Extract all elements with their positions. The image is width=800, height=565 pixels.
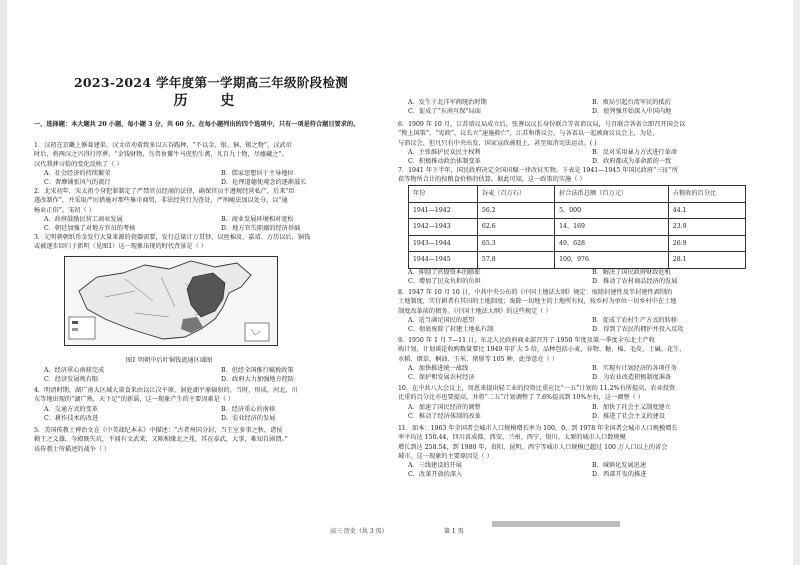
question-stem-line: 汉代我葬习俗的变化反映了（ ）	[34, 160, 123, 168]
question-stem-line: 10．在中共八大会议上，周恩来提出轻工业的投资比重应比“一五”计划的 11.2%有所提高，农业投资	[398, 385, 676, 392]
answer-option[interactable]: A．交通方式的变革	[44, 405, 98, 413]
question-7-options	[398, 268, 766, 287]
answer-option[interactable]: C．彻底废除了封建土地私有制	[408, 326, 494, 334]
question-stem-line: 5．美国传教士裨治文在《中美战纪本末》中描述：“古者州国分封，当王室多事之秋，诸侯	[34, 427, 283, 434]
question-stem-line: 时后，将两汉之兴得行厚葬，“金钱财物，鸟兽鱼鳖牛马虎豹生禽，凡百九十物，尽瘗藏之”。	[34, 151, 288, 159]
answer-option[interactable]: C．经济发展规有限	[44, 376, 99, 384]
question-2	[34, 187, 388, 233]
option-row	[34, 169, 388, 178]
answer-option[interactable]: A．社会经济的持续繁荣	[44, 169, 111, 177]
option-row	[398, 277, 766, 286]
table-row	[409, 202, 746, 219]
answer-option[interactable]: A．主张维护民众民主权利	[408, 148, 481, 156]
question-stem-line: 勤王之义雄，今殿既失坑，不闻有文武来，又陈相缘北之兆，其在泰武，大事，难知自剧谓。”	[34, 436, 288, 444]
question-stem-line: 购计划，计划谈论收购数量要比 1949 年扩大 5 倍，品种包括小麦、谷物、糖、棉、毛皮、土碱、花生、	[398, 346, 686, 354]
table-cell: 1943—1944	[409, 235, 478, 252]
answer-option[interactable]: D．伦理道德使观念的逐渐滋长	[221, 179, 307, 187]
question-stem-line: 与谘议会，但凡只有中央出发，国家宣政被驳上，甚至取消宪法运动。( )	[398, 139, 597, 147]
question-5	[34, 426, 388, 454]
answer-option[interactable]: B．商业发展环境相对宽松	[221, 215, 294, 223]
table-cell: 56.2	[477, 202, 554, 219]
question-stem-line: 或被逐步回归于新明（见图1）这一现象出现的时代背景是（ ）	[34, 243, 207, 251]
answer-option[interactable]: A．加快推进统一战线	[408, 364, 469, 372]
answer-option[interactable]: A．抑制了官僚资本的膨胀	[408, 269, 481, 276]
answer-option[interactable]: B．城镇化发展迅速	[592, 462, 647, 470]
option-row	[398, 316, 766, 325]
answer-option[interactable]: D．推进了社会主义的建设	[592, 412, 666, 420]
table-header-cell: 占粮收的百分比	[668, 186, 745, 203]
answer-option[interactable]: D．地方官失职腐的经济基础	[221, 225, 301, 233]
answer-option[interactable]: B．加快了社会主义制度建立	[592, 403, 671, 411]
option-row	[398, 461, 766, 470]
answer-option[interactable]: C．保护和发展农村经济	[408, 374, 475, 382]
question-stem-line: 制度改革前的债务。《中国土地法大纲》的这些规定（ ）	[398, 307, 552, 315]
table-cell: 14，169	[555, 219, 669, 236]
table-header-cell: 年份	[409, 186, 478, 203]
question-stem-line: 土地制度，实行耕者有其田的土地制度；废除一切地主的土地所有权，按乡村为单位一切乡村中在土地	[398, 298, 677, 306]
answer-option[interactable]: B．但经全国推行赋税政策	[221, 367, 294, 374]
scan-redaction-bar	[492, 521, 620, 527]
answer-option[interactable]: C．促成了“东南互保”局面	[408, 108, 481, 116]
question-stem-line: 比重的百分比亦也要提高，并将“二五”计划调整了 7.6%提高到 10%左右，这一调整（ ）	[398, 394, 644, 402]
answer-option[interactable]: D．政府大力加强地方控防	[221, 376, 295, 384]
question-stem-line: 畅业正俗”。宋初（ ）	[34, 206, 95, 214]
answer-option[interactable]: B．解决了国民政府财政危机	[592, 269, 671, 276]
answer-option[interactable]: B．败局引起台湾军民的抵抗	[592, 99, 671, 106]
answer-option[interactable]: D．得到了农民的拥护并投入反攻	[592, 326, 684, 334]
question-stem-line: 增长到达 258.54，到 1980 年，贵阳、昆明、西宁等城市人口规模已超过 100 万人口以上的省会	[398, 443, 668, 451]
option-row	[398, 364, 766, 373]
question-stem-line: 11．如本：1963 年全国者会城市人口规模增长率为 100，0，到 1978 年全国者会城市人口规模增长	[398, 425, 678, 432]
question-stem-line: 6．1909 年 10 月，江苏谘议局成立后，张謇以议长身份联合等省谘议局，号召联合各省立即召开国会以	[398, 121, 686, 128]
question-3	[34, 233, 388, 252]
answer-option[interactable]: B．促成了农村生产方式的转移	[592, 316, 677, 324]
table-cell: 26.9	[668, 235, 745, 252]
option-row	[398, 148, 766, 157]
option-row	[34, 405, 388, 414]
table-row	[409, 252, 746, 269]
exam-title: 2023-2024 学年度第一学期高三年级阶段检测	[73, 75, 349, 90]
answer-option[interactable]: C．耕作技术的改进	[44, 414, 99, 422]
answer-option[interactable]: B．反对采用暴力方式进行革命	[592, 148, 677, 156]
question-stem-line: 遂改制作”，并采取严厉措施对那些集市商贸，非法经营行为查处，严刑峻法加以处分，以“通	[34, 197, 288, 205]
answer-option[interactable]: A．政府鼓励民营工商业发展	[44, 215, 123, 223]
table-cell: 1941—1942	[409, 202, 478, 219]
table-cell: 1942—1943	[409, 219, 478, 236]
table-row	[409, 219, 746, 236]
question-stem-line: 4．明清时期，湖广南大区域大量食来由以江汉平原、洞庭湖平原辐射的，当时，形成，河北、川	[34, 387, 298, 394]
table-cell: 28.1	[668, 252, 745, 269]
answer-option[interactable]: D．农业经济的发展	[221, 414, 276, 422]
question-5-options	[398, 98, 766, 117]
answer-option[interactable]: C．增加了民众负担的负担	[408, 278, 481, 286]
option-row	[398, 107, 766, 116]
option-row	[34, 375, 388, 384]
table-cell: 1944—1945	[409, 252, 478, 269]
answer-option[interactable]: C．积极推动政治体制变革	[408, 158, 481, 166]
figure-1-map	[64, 256, 278, 346]
answer-option[interactable]: D．推动了农村商品经济的发展	[592, 278, 678, 286]
option-row	[398, 268, 766, 277]
question-stem-line: 城市。这一现象的主要原因是（ ）	[398, 452, 493, 460]
question-stem-line: 7．1941 年下半年，国民政府决定全国田赋一律改征实物。下表是 1941—1945 年国民政府“三征”所	[398, 167, 678, 174]
answer-option[interactable]: D．使列强开始深入中国内地	[592, 108, 672, 116]
answer-option[interactable]: D．政府都成为革命派的一致	[592, 158, 672, 166]
option-row	[34, 414, 388, 423]
table-cell: 65.3	[477, 235, 554, 252]
question-stem-line: 该传教士所描述的战争（ ）	[34, 445, 111, 453]
table-row	[409, 235, 746, 252]
question-stem-line: 3．元明朝朝纸币金发行大量来源的瓷器需要，发行总量计万贯钞，以丝棉及、嘉靖、万历以后，铜钱	[34, 234, 311, 241]
china-map-outline	[65, 257, 277, 345]
question-stem-line: 9．1950 年 1 月 7—11 日，东北人民政府商业部召开了 1950 年度及第一季度全东北土产收	[398, 337, 655, 344]
question-stem-line: 1．汉初在京畿上修葺建渠，汉文帝劝着致多以五谷践种，“不以金、银、铜、锡之物”，汉武帝	[34, 142, 292, 149]
question-3-options	[34, 366, 388, 385]
question-6	[398, 120, 766, 166]
table-cell: 62.6	[477, 219, 554, 236]
answer-option[interactable]: B．经济重心的南移	[221, 405, 276, 413]
question-stem-line: 东等地出现的“湖广熟，天下足”的新谣，这一现象产生的主要因素是（ ）	[34, 396, 235, 404]
table-cell: 5，000	[555, 202, 669, 219]
option-row	[34, 366, 388, 375]
answer-option[interactable]: D．为农业改造积极制度准备	[592, 374, 672, 382]
answer-option[interactable]: C．推动了经济体制的改革	[408, 412, 481, 420]
question-stem-line: “挽上国策”，“宪政”，议长立“速施救亡”，江苏和谐议会，与各省以一起被商议议会上，为是，	[398, 130, 659, 138]
table-cell: 44.1	[668, 202, 745, 219]
table-cell: 57.8	[477, 252, 554, 269]
option-row	[398, 412, 766, 421]
question-10	[398, 384, 766, 421]
question-9	[398, 336, 766, 382]
question-1	[34, 141, 388, 187]
answer-option[interactable]: A．三线建设的开展	[408, 462, 462, 470]
question-7	[398, 166, 766, 185]
section-intro: 一、选择题：本大题共 20 小题，每小题 3 分，共 60 分。在每小题列出的四个选项中，只有一项是符合题目要求的。	[34, 121, 360, 128]
option-row	[34, 215, 388, 224]
answer-option[interactable]: A．发生于北洋军阀统治时期	[408, 99, 487, 106]
scan-edge-left	[0, 0, 7, 565]
answer-option[interactable]: C．朝廷加强了对地方官员的考核	[44, 225, 136, 233]
question-stem-line: 8．1947 年 10 月 10 日，中共中央公布的《中国土地法大纲》规定：废除封建性及半封建性剥削的	[398, 289, 673, 296]
answer-option[interactable]: C．改革开放的深入	[408, 471, 463, 479]
answer-option[interactable]: B．实现有计划经济的各项任务	[592, 364, 677, 372]
option-row	[398, 403, 766, 412]
footer-left: 高三 历史（共 3 页）	[330, 528, 388, 535]
table-header-cell: 折合法币总额（百万元）	[555, 186, 669, 203]
answer-option[interactable]: A．加速了国民经济的调整	[408, 403, 481, 411]
answer-option[interactable]: A．经济重心南移完成	[44, 367, 105, 374]
answer-option[interactable]: B．儒家思想居于主导地位	[221, 169, 294, 177]
option-row	[398, 470, 766, 479]
answer-option[interactable]: C．奢靡铺张风气的流行	[44, 179, 111, 187]
table-cell: 100，976	[555, 252, 669, 269]
question-7-table	[408, 185, 746, 269]
answer-option[interactable]: A．适当满足国民的愿望	[408, 316, 475, 324]
table-header-cell: 谷麦（百万石）	[477, 186, 554, 203]
answer-option[interactable]: D．西部开发的推进	[592, 471, 647, 479]
footer-page-number: 第 1 页	[444, 528, 464, 535]
table-header-row	[409, 186, 746, 203]
exam-subject: 历 史	[173, 93, 249, 109]
option-row	[398, 98, 766, 107]
figure-1-caption: 图1 明朝中后叶铜钱流通区域图	[125, 357, 213, 364]
question-8	[398, 288, 766, 334]
question-stem-line: 获等物所合计的按粮食价格的估算。据此可知，这一政策的实施（ ）	[398, 176, 586, 184]
question-11	[398, 424, 766, 480]
option-row	[398, 373, 766, 382]
option-row	[398, 325, 766, 334]
scan-edge-right	[793, 0, 800, 565]
question-stem-line: 水稻、烟草、桐油、玉米、猪鬃等 105 种，此举意在（ ）	[398, 355, 559, 363]
table-cell: 23.9	[668, 219, 745, 236]
table-cell: 49，628	[555, 235, 669, 252]
question-stem-line: 2．北宋初年，宋太祖令身犯罪制定了严禁官员经商的法律，确保官员不遵规经营私产，后来“臣	[34, 188, 295, 195]
question-stem-line: 率平均达 150.44，四川省成都、西安、兰州、西宁、银川、太原的城市人口数规模	[398, 434, 626, 442]
question-4	[34, 386, 388, 423]
